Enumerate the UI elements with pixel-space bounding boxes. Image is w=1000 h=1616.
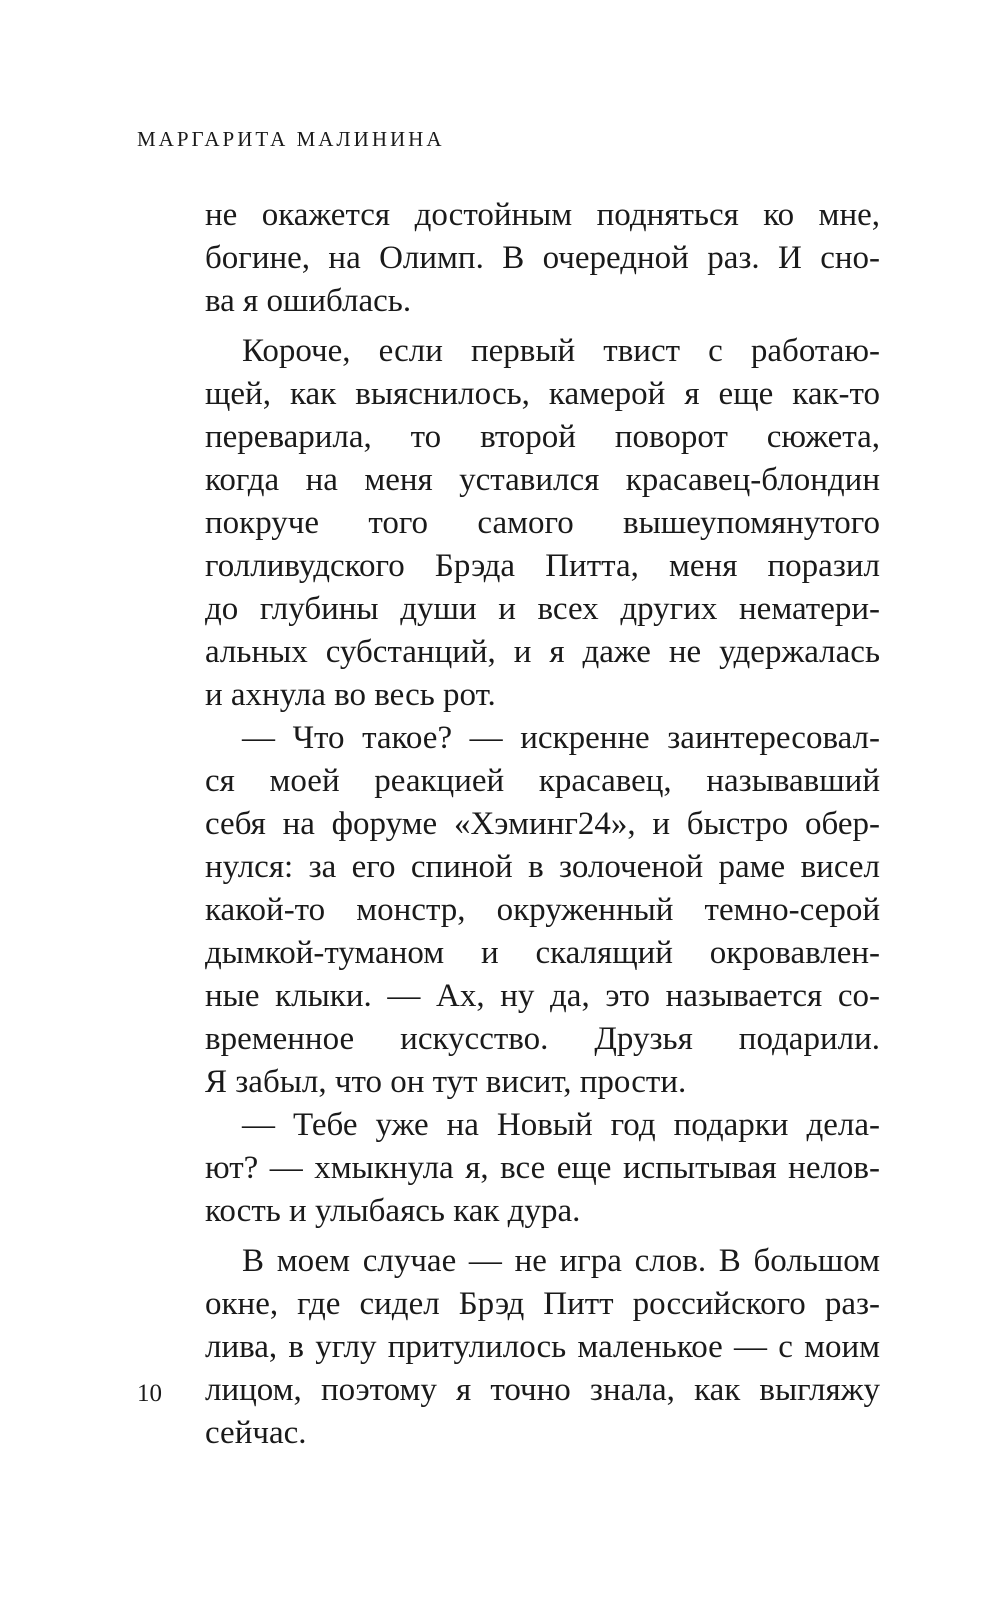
- text-line: богине, на Олимп. В очередной раз. И сно-: [205, 240, 880, 276]
- text-line: сейчас.: [205, 1415, 307, 1451]
- text-line: голливудского Брэда Питта, меня поразил: [205, 548, 880, 584]
- text-line: кость и улыбаясь как дура.: [205, 1193, 581, 1229]
- body-text: [205, 194, 880, 1455]
- text-line: ся моей реакцией красавец, называвший: [205, 763, 880, 799]
- text-line: дымкой-туманом и скалящий окровавлен-: [205, 935, 880, 971]
- text-line: щей, как выяснилось, камерой я еще как-то: [205, 376, 880, 412]
- text-line: до глубины души и всех других нематери-: [205, 591, 880, 627]
- text-line: и ахнула во весь рот.: [205, 677, 496, 713]
- text-line: нулся: за его спиной в золоченой раме висел: [205, 849, 880, 885]
- text-line: себя на форуме «Хэминг24», и быстро обер-: [205, 806, 880, 842]
- text-line: ва я ошиблась.: [205, 283, 412, 319]
- text-line: временное искусство. Друзья подарили.: [205, 1021, 880, 1057]
- text-line: Я забыл, что он тут висит, прости.: [205, 1064, 687, 1100]
- page-number: 10: [137, 1380, 162, 1407]
- text-line: ные клыки. — Ах, ну да, это называется со-: [205, 978, 880, 1014]
- dialogue-first-line: — Что такое? — искренне заинтересовал-: [242, 720, 880, 756]
- text-line: ют? — хмыкнула я, все еще испытывая нелов-: [205, 1150, 880, 1186]
- text-line: альных субстанций, и я даже не удержалась: [205, 634, 880, 670]
- text-line: когда на меня уставился красавец-блондин: [205, 462, 880, 498]
- paragraph-first-line: Короче, если первый твист с работаю-: [242, 333, 880, 369]
- text-line: окне, где сидел Брэд Питт российского раз-: [205, 1286, 880, 1322]
- running-head-author: МАРГАРИТА МАЛИНИНА: [137, 127, 445, 151]
- text-line: какой-то монстр, окруженный темно-серой: [205, 892, 880, 928]
- text-line: лива, в углу притулилось маленькое — с моим: [205, 1329, 880, 1365]
- dialogue-first-line: — Тебе уже на Новый год подарки дела-: [242, 1107, 880, 1143]
- paragraph-first-line: В моем случае — не игра слов. В большом: [242, 1243, 880, 1279]
- text-line: не окажется достойным подняться ко мне,: [205, 197, 880, 233]
- text-line: лицом, поэтому я точно знала, как выгляжу: [205, 1372, 880, 1408]
- text-line: переварила, то второй поворот сюжета,: [205, 419, 880, 455]
- text-line: покруче того самого вышеупомянутого: [205, 505, 880, 541]
